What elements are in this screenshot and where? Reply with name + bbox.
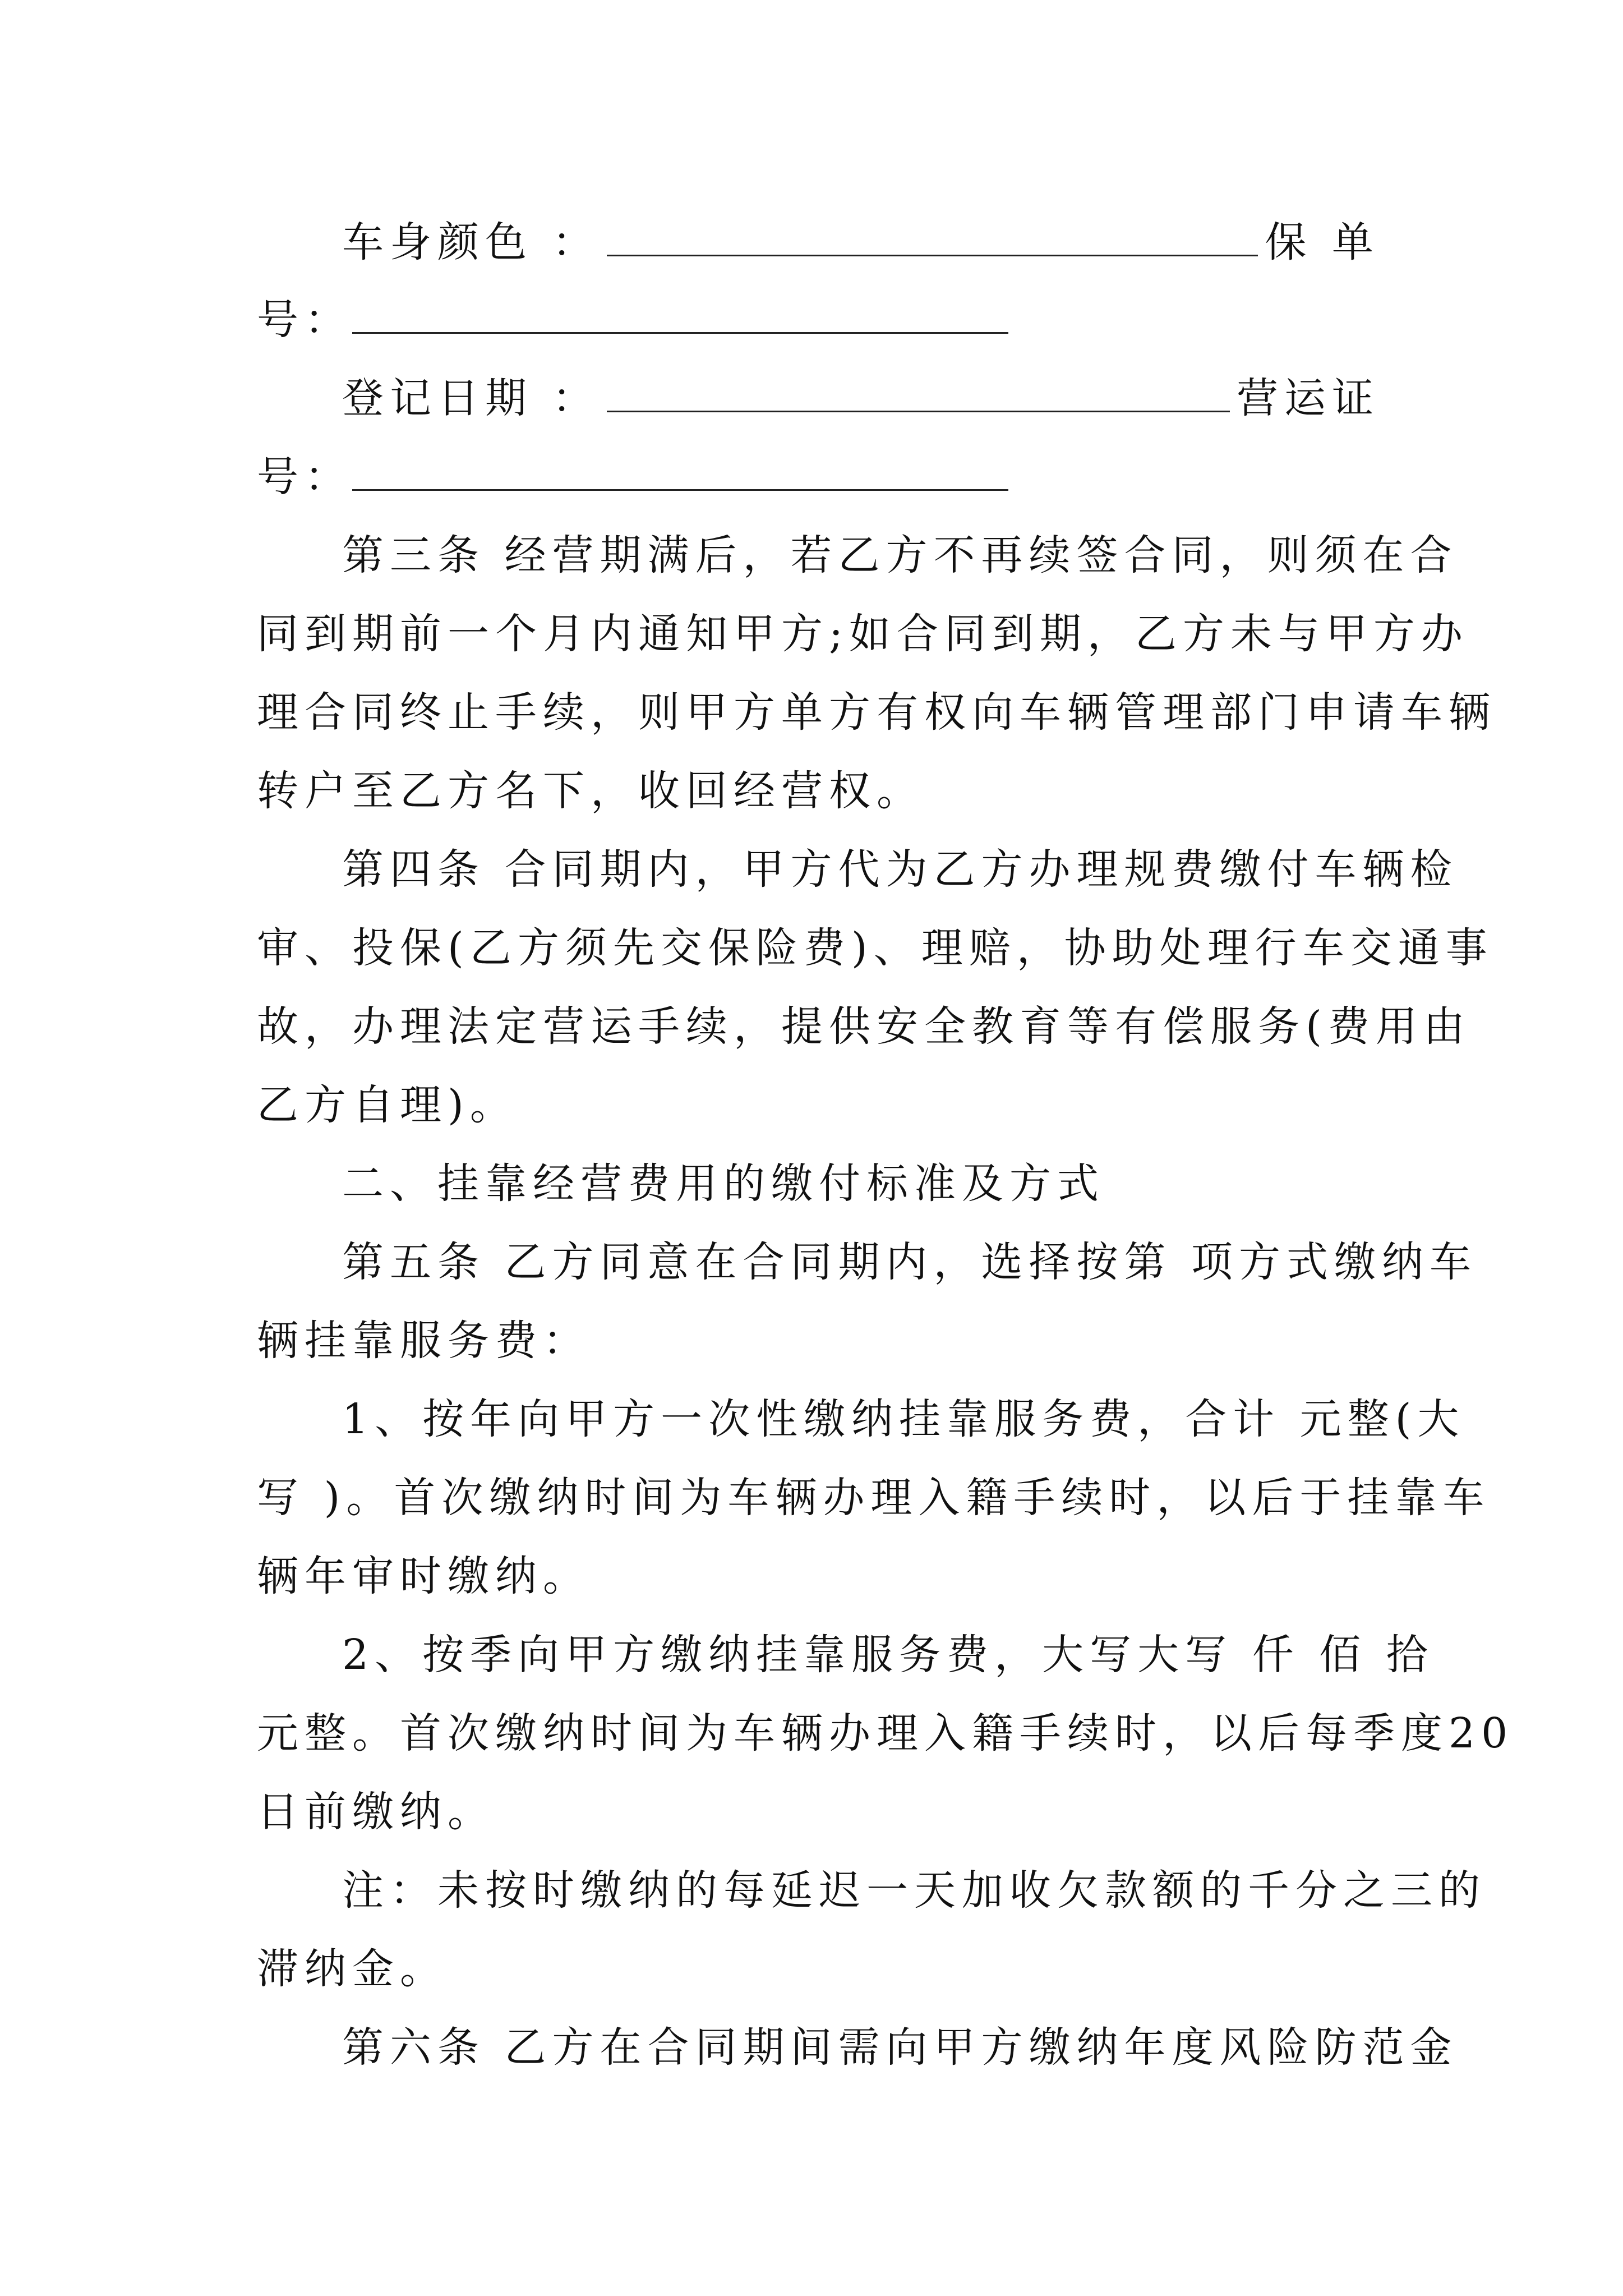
body-color-field-row <box>342 214 1380 270</box>
text-line: 第三条 经营期满后，若乙方不再续签合同，则须在合 <box>342 531 1458 579</box>
operating-cert-blank <box>352 455 1008 491</box>
policy-no-row <box>257 292 1008 348</box>
policy-no-label-cont: 号： <box>257 296 352 344</box>
text-line: 元整。首次缴纳时间为车辆办理入籍手续时，以后每季度20 <box>257 1709 1514 1757</box>
body-color-blank <box>607 221 1258 256</box>
text-line: 第四条 合同期内，甲方代为乙方办理规费缴付车辆检 <box>342 845 1458 894</box>
operating-cert-row <box>257 449 1008 505</box>
text-line: 第六条 乙方在合同期间需向甲方缴纳年度风险防范金 <box>342 2023 1458 2072</box>
operating-cert-label-cont: 号： <box>257 453 352 501</box>
text-line: 乙方自理)。 <box>257 1081 518 1129</box>
section-heading: 二、挂靠经营费用的缴付标准及方式 <box>342 1159 1105 1208</box>
text-line: 1、按年向甲方一次性缴纳挂靠服务费，合计 元整(大 <box>342 1395 1465 1443</box>
text-line: 注：未按时缴纳的每延迟一天加收欠款额的千分之三的 <box>342 1866 1486 1915</box>
text-line: 理合同终止手续，则甲方单方有权向车辆管理部门申请车辆 <box>257 688 1496 737</box>
text-line: 辆年审时缴纳。 <box>257 1552 591 1600</box>
register-date-label: 登记日期 ： <box>342 374 600 422</box>
register-date-field-row <box>342 370 1380 426</box>
text-line: 2、按季向甲方缴纳挂靠服务费，大写大写 仟 佰 拾 <box>342 1631 1434 1679</box>
body-color-label: 车身颜色 ： <box>342 218 600 266</box>
policy-no-blank <box>352 298 1008 334</box>
text-line: 辆挂靠服务费： <box>257 1317 591 1365</box>
text-line: 日前缴纳。 <box>257 1788 495 1836</box>
text-line: 故，办理法定营运手续，提供安全教育等有偿服务(费用由 <box>257 1002 1471 1051</box>
text-line: 写 )。首次缴纳时间为车辆办理入籍手续时，以后于挂靠车 <box>257 1474 1491 1522</box>
text-line: 转户至乙方名下，收回经营权。 <box>257 767 924 815</box>
text-line: 第五条 乙方同意在合同期内，选择按第 项方式缴纳车 <box>342 1238 1478 1286</box>
text-line: 滞纳金。 <box>257 1945 448 1993</box>
policy-no-label: 保 单 <box>1265 218 1380 266</box>
text-line: 同到期前一个月内通知甲方;如合同到期，乙方未与甲方办 <box>257 610 1469 658</box>
register-date-blank <box>607 377 1230 412</box>
text-line: 审、投保(乙方须先交保险费)、理赔，协助处理行车交通事 <box>257 924 1493 972</box>
operating-cert-label: 营运证 <box>1237 374 1380 422</box>
